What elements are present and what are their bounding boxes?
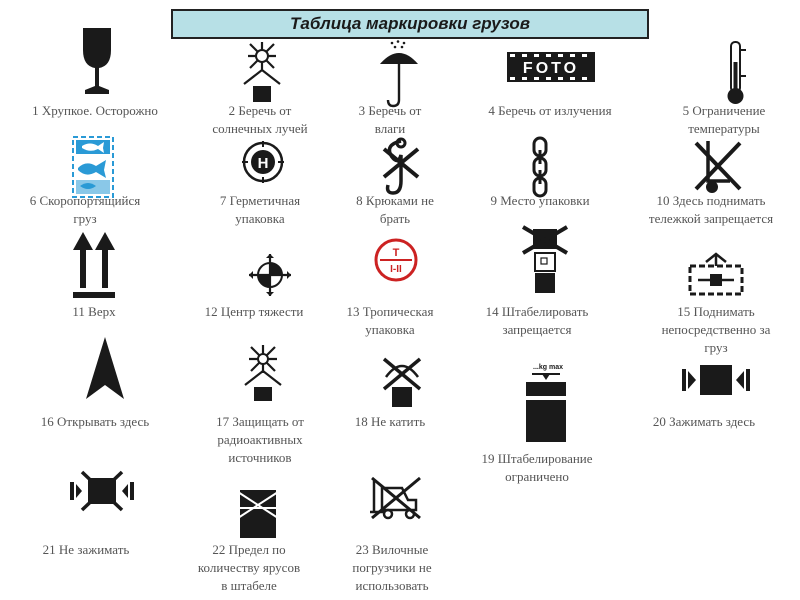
caption-13: 13 Тропическая упаковка	[346, 304, 434, 337]
hermetic-letter: H	[257, 155, 269, 172]
caption-6: 6 Скоропортящийся груз	[29, 193, 141, 226]
caption-3: 3 Беречь от влаги	[358, 103, 422, 136]
clamp-here-icon	[682, 361, 750, 399]
radiation-icon	[241, 343, 285, 403]
caption-8: 8 Крюками не брать	[356, 193, 434, 226]
open-here-icon	[84, 337, 126, 401]
stacking-limit-icon	[518, 362, 574, 444]
center-of-gravity-icon	[249, 254, 291, 296]
caption-16: 16 Открывать здесь	[40, 414, 150, 429]
caption-19: 19 Штабелирование ограничено	[481, 451, 593, 484]
caption-21: 21 Не зажимать	[42, 542, 130, 557]
glass-icon	[80, 28, 114, 98]
thermometer-icon	[723, 40, 749, 106]
tropical-bottom-label: I-II	[390, 264, 402, 275]
caption-18: 18 Не катить	[354, 414, 426, 429]
caption-4: 4 Беречь от излучения	[488, 103, 612, 118]
tropical-icon	[374, 238, 418, 282]
lift-directly-icon	[688, 252, 744, 296]
sun-icon	[240, 40, 284, 104]
caption-5: 5 Ограничение температуры	[682, 103, 766, 136]
no-stacking-icon	[521, 225, 569, 297]
stack-limit-tiers-icon	[236, 488, 280, 540]
weight-label: ...kg max	[533, 364, 563, 371]
no-forklift-icon	[368, 476, 424, 520]
no-clamp-icon	[70, 470, 134, 512]
do-not-roll-icon	[380, 355, 424, 409]
caption-11: 11 Верх	[72, 304, 116, 319]
caption-7: 7 Герметичная упаковка	[219, 193, 301, 226]
no-hand-truck-icon	[694, 137, 742, 197]
caption-14: 14 Штабелировать запрещается	[485, 304, 589, 337]
caption-9: 9 Место упаковки	[490, 193, 590, 208]
caption-23: 23 Вилочные погрузчики не использовать	[352, 542, 432, 593]
caption-22: 22 Предел по количеству ярусов в штабеле	[197, 542, 301, 593]
foto-icon	[507, 52, 595, 82]
title-banner	[171, 9, 649, 39]
page-title: Таблица маркировки грузов	[290, 14, 530, 33]
fish-icon	[72, 136, 114, 198]
chain-icon	[530, 136, 550, 198]
caption-20: 20 Зажимать здесь	[652, 414, 756, 429]
caption-15: 15 Поднимать непосредственно за груз	[661, 304, 771, 355]
umbrella-icon	[378, 40, 420, 108]
caption-12: 12 Центр тяжести	[204, 304, 304, 319]
caption-10: 10 Здесь поднимать тележкой запрещается	[648, 193, 774, 226]
this-way-up-icon	[73, 232, 115, 298]
caption-1: 1 Хрупкое. Осторожно	[32, 103, 158, 118]
hermetic-icon	[242, 141, 284, 183]
tropical-top-label: Т	[392, 247, 400, 259]
caption-17: 17 Защищать от радиоактивных источников	[216, 414, 304, 465]
caption-2: 2 Беречь от солнечных лучей	[212, 103, 308, 136]
foto-label: FOTO	[522, 60, 580, 77]
